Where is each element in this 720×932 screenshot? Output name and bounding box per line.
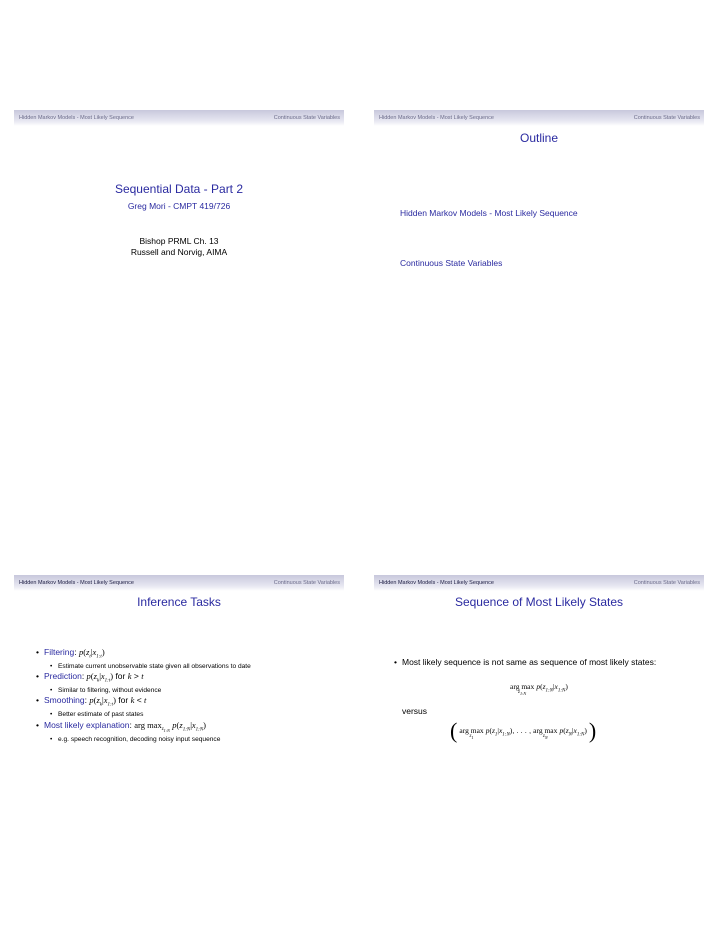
slide-most-likely-states bbox=[374, 575, 704, 830]
slide-header bbox=[14, 575, 344, 591]
header-right: Continuous State Variables bbox=[633, 115, 700, 121]
header-left: Hidden Markov Models - Most Likely Sequence bbox=[19, 580, 134, 586]
smoothing-label: Smoothing bbox=[44, 695, 85, 706]
mle-description: • e.g. speech recognition, decoding noisy input sequence bbox=[44, 736, 326, 745]
slide-outline bbox=[374, 110, 704, 365]
prediction-description: • Similar to filtering, without evidence bbox=[44, 687, 326, 696]
bullet-most-likely-sequence: • Most likely sequence is not same as sequence of most likely states: bbox=[394, 657, 679, 668]
filtering-description: • Estimate current unobservable state given all observations to date bbox=[44, 663, 326, 672]
slide-title: Inference Tasks bbox=[137, 595, 221, 609]
slide-title: Sequence of Most Likely States bbox=[454, 595, 624, 609]
author: Greg Mori - CMPT 419/726 bbox=[127, 201, 231, 211]
formula-marginal-argmax: ( arg max $z_1$ $p(z_1|x_{1:N})$, . . . , arg max $z_N$ $p(z_N|x_{1:N})$ ) bbox=[450, 718, 597, 743]
header-left: Hidden Markov Models - Most Likely Sequence bbox=[19, 115, 134, 121]
inference-task-list bbox=[36, 647, 326, 745]
header-right: Continuous State Variables bbox=[633, 580, 700, 586]
header-left: Hidden Markov Models - Most Likely Sequence bbox=[379, 115, 494, 121]
slide-header bbox=[14, 110, 344, 126]
outline-item-continuous[interactable]: Continuous State Variables bbox=[400, 258, 503, 268]
header-left: Hidden Markov Models - Most Likely Sequence bbox=[379, 580, 494, 586]
list-item-most-likely-explanation: • Most likely explanation: arg $\max_{z_{1:N}} p(z_{1:N}|x_{1:N})$ • e.g. speech recognition, decoding noisy input sequence bbox=[36, 720, 326, 745]
list-item-filtering: • Filtering: $p(z_t|x_{1:t})$ • Estimate current unobservable state given all observations to date bbox=[36, 647, 326, 671]
filtering-label: Filtering bbox=[44, 647, 75, 657]
slide-header bbox=[374, 110, 704, 126]
slide-inference-tasks bbox=[14, 575, 344, 830]
slide-title: Outline bbox=[519, 131, 559, 145]
header-right: Continuous State Variables bbox=[273, 115, 340, 121]
reference-bishop: Bishop PRML Ch. 13 bbox=[139, 236, 219, 246]
slide-header bbox=[374, 575, 704, 591]
slide-title bbox=[14, 110, 344, 365]
bullet-list bbox=[394, 657, 679, 668]
smoothing-description: • Better estimate of past states bbox=[44, 711, 326, 720]
formula-joint-argmax: arg max $z_{1:N}$ $p(z_{1:N}|x_{1:N})$ bbox=[510, 682, 568, 696]
list-item-prediction: • Prediction: $p(z_k|x_{1:t})$ for k > t • Similar to filtering, without evidence bbox=[36, 671, 326, 695]
presentation-title: Sequential Data - Part 2 bbox=[114, 182, 244, 196]
header-right: Continuous State Variables bbox=[273, 580, 340, 586]
reference-russell-norvig: Russell and Norvig, AIMA bbox=[130, 247, 228, 257]
mle-label: Most likely explanation bbox=[44, 719, 130, 730]
list-item-smoothing: • Smoothing: $p(z_k|x_{1:t})$ for k < t • Better estimate of past states bbox=[36, 695, 326, 719]
versus-label: versus bbox=[402, 706, 428, 716]
outline-item-hmm[interactable]: Hidden Markov Models - Most Likely Sequence bbox=[400, 208, 578, 218]
filtering-expression: p bbox=[78, 647, 84, 657]
prediction-label: Prediction bbox=[44, 671, 82, 682]
